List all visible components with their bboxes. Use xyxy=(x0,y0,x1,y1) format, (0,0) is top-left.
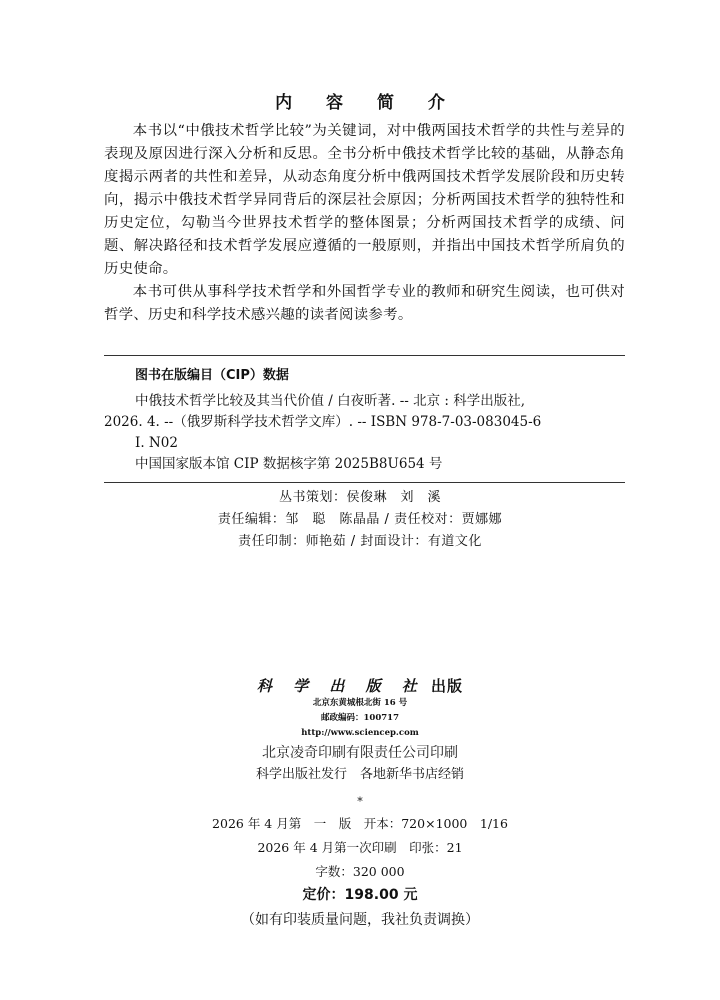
word-count: 字数：320 000 xyxy=(315,864,405,879)
credits-block xyxy=(0,487,720,553)
page-title: 内 容 简 介 xyxy=(275,93,459,113)
publisher-postcode: 邮政编码：100717 xyxy=(321,713,399,723)
publisher-website: http://www.sciencep.com xyxy=(301,728,419,738)
quality-note: （如有印装质量问题，我社负责调换） xyxy=(241,912,479,928)
publisher-suffix: 出版 xyxy=(431,677,464,695)
summary-section xyxy=(104,120,625,327)
edition-info: 2026 年 4 月第 一 版 开本：720×1000 1/16 xyxy=(212,816,508,831)
responsible-editors: 责任编辑：邹 聪 陈晶晶 / 责任校对：贾娜娜 xyxy=(217,512,503,527)
cip-bottom-rule xyxy=(104,482,625,483)
publisher-logo-text: 科 学 出 版 社 xyxy=(256,677,425,695)
cip-block xyxy=(104,360,625,475)
price: 定价：198.00 元 xyxy=(302,887,418,903)
series-planner: 丛书策划：侯俊琳 刘 溪 xyxy=(278,490,441,505)
specs-block xyxy=(0,812,720,932)
cip-record-line-2: 2026. 4. --（俄罗斯科学技术哲学文库）. -- ISBN 978-7-03-083045-6 xyxy=(104,414,542,430)
publisher-name xyxy=(0,675,720,696)
cip-heading: 图书在版编目（CIP）数据 xyxy=(135,368,289,383)
publisher-block xyxy=(0,675,720,809)
printer-name: 北京凌奇印刷有限责任公司印刷 xyxy=(262,745,458,761)
printing-and-cover-design: 责任印制：师艳茹 / 封面设计：有道文化 xyxy=(238,534,482,549)
separator-star: * xyxy=(357,795,363,808)
publisher-address: 北京东黄城根北街 16 号 xyxy=(312,698,408,708)
summary-paragraph-2: 本书可供从事科学技术哲学和外国哲学专业的教师和研究生阅读，也可供对哲学、历史和科学技术感兴趣的读者阅读参考。 xyxy=(104,284,625,323)
cip-record-line-1: 中俄技术哲学比较及其当代价值 / 白夜昕著. -- 北京 : 科学出版社, xyxy=(135,393,526,409)
cip-top-rule xyxy=(104,355,625,356)
summary-paragraph-1: 本书以“中俄技术哲学比较”为关键词，对中俄两国技术哲学的共性与差异的表现及原因进行深入分析和反思。全书分析中俄技术哲学比较的基础，从静态角度揭示两者的共性和差异，从动态角度分析中俄两国技术哲学发展阶段和历史转向，揭示中俄技术哲学异同背后的深层社会原因；分析两国技术哲学的独特性和历史定位，勾勒当今世界技术哲学的整体图景；分析两国技术哲学的成绩、问题、解决路径和技术哲学发展应遵循的一般原则，并指出中国技术哲学所肩负的历史使命。 xyxy=(104,123,625,277)
cip-classification: Ⅰ. N02 xyxy=(135,435,178,451)
cip-record-number: 中国国家版本馆 CIP 数据核字第 2025B8U654 号 xyxy=(135,456,443,472)
distribution-info: 科学出版社发行 各地新华书店经销 xyxy=(255,767,464,782)
printing-info: 2026 年 4 月第一次印刷 印张：21 xyxy=(257,840,463,855)
